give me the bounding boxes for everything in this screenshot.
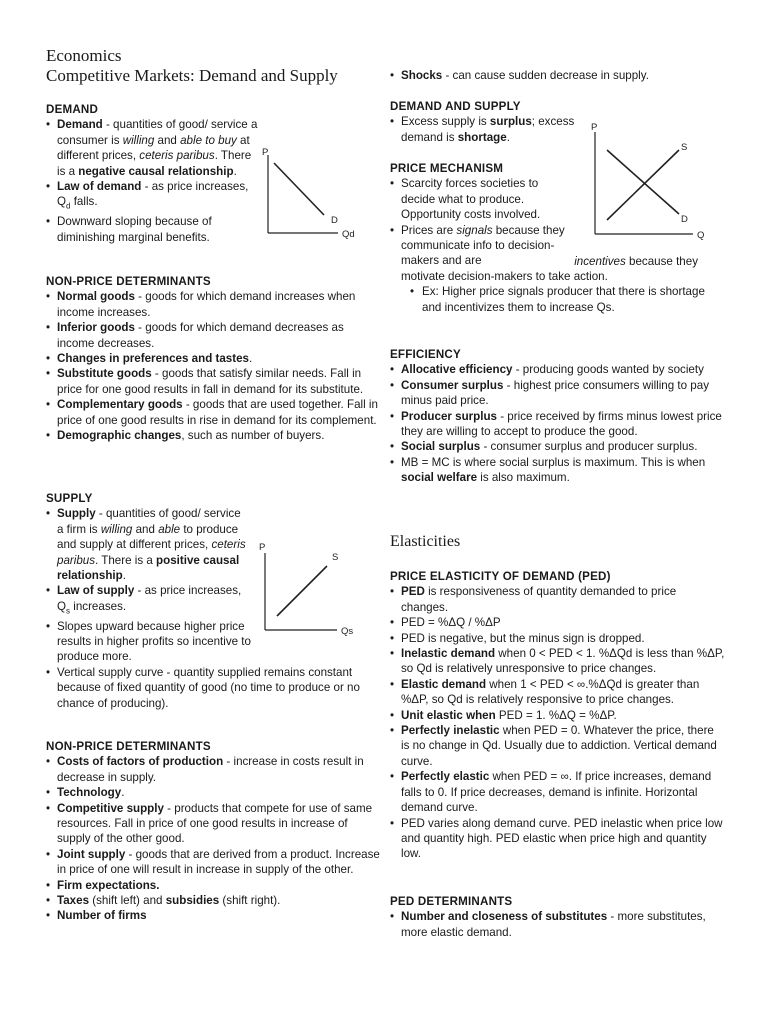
list-item: • Number of firms bbox=[46, 908, 381, 923]
q-label: Qs bbox=[341, 626, 354, 637]
list-item: • Supply - quantities of good/ service a firm is willing and able to produce and supply at different prices, ceteris paribus. There is a positive causal relationship. bbox=[46, 506, 247, 583]
list-item: • Social surplus - consumer surplus and producer surplus. bbox=[390, 439, 725, 454]
section-heading: SUPPLY bbox=[46, 492, 93, 505]
list-item: • Slopes upward because higher price results in higher profits so incentive to produce more. bbox=[46, 619, 262, 665]
list-item: • Unit elastic when PED = 1. %ΔQ = %ΔP. bbox=[390, 708, 725, 723]
supply-determinants-section bbox=[46, 739, 381, 924]
q-label: Qd bbox=[342, 229, 355, 240]
d-label: D bbox=[331, 215, 338, 226]
list-item: • Complementary goods - goods that are used together. Fall in price of one good results in rise in demand for its complement. bbox=[46, 397, 381, 428]
list-item: • Perfectly inelastic when PED = 0. Whatever the price, there is no change in Qd. Usually due to addiction. Vertical demand curve. bbox=[390, 723, 725, 769]
list-item: • PED is responsiveness of quantity demanded to price changes. bbox=[390, 584, 725, 615]
list-item: • Firm expectations. bbox=[46, 878, 381, 893]
list-item: • Normal goods - goods for which demand increases when income increases. bbox=[46, 289, 381, 320]
section-heading: NON-PRICE DETERMINANTS bbox=[46, 740, 211, 753]
supply-line bbox=[277, 566, 327, 616]
list-item: • Joint supply - goods that are derived from a product. Increase in price of one will result in increase in supply of the other. bbox=[46, 847, 381, 878]
section-heading: PED DETERMINANTS bbox=[390, 895, 513, 908]
q-label: Q bbox=[697, 230, 705, 241]
list-item: • Ex: Higher price signals producer that there is shortage and incentivizes them to increase Qs. bbox=[390, 284, 725, 315]
list-item: • Scarcity forces societies to decide what to produce. Opportunity costs involved. bbox=[390, 176, 571, 222]
section-heading: DEMAND AND SUPPLY bbox=[390, 100, 521, 113]
section-heading: PRICE MECHANISM bbox=[390, 162, 504, 175]
supply-curve-diagram bbox=[255, 538, 367, 642]
list-item: • Inelastic demand when 0 < PED < 1. %ΔQd is less than %ΔP, so Qd is relatively unresponsive to price changes. bbox=[390, 646, 725, 677]
s-label: S bbox=[681, 142, 688, 153]
section-heading: EFFICIENCY bbox=[390, 348, 461, 361]
list-item: • Allocative efficiency - producing goods wanted by society bbox=[390, 362, 725, 377]
list-item: • PED = %ΔQ / %ΔP bbox=[390, 615, 725, 630]
ped-determinants-section bbox=[390, 894, 725, 940]
document-title: Competitive Markets: Demand and Supply bbox=[46, 66, 338, 85]
list-item: • Law of demand - as price increases, $Q_d$ falls. bbox=[46, 179, 258, 214]
demand-line bbox=[274, 163, 324, 215]
list-item: • Taxes (shift left) and subsidies (shift right). bbox=[46, 893, 381, 908]
section-heading: PRICE ELASTICITY OF DEMAND (PED) bbox=[390, 570, 611, 583]
ped-section bbox=[390, 569, 725, 862]
s-label: S bbox=[332, 552, 339, 563]
list-item: • Elastic demand when 1 < PED < ∞.%ΔQd is greater than %ΔP, so Qd is relatively responsive to price changes. bbox=[390, 677, 725, 708]
elasticities-title: Elasticities bbox=[390, 533, 461, 550]
list-item: • PED is negative, but the minus sign is dropped. bbox=[390, 631, 725, 646]
list-item: • Competitive supply - products that compete for use of same resources. Fall in price of one good results in increase of supply of the other good. bbox=[46, 801, 381, 847]
list-item: • Law of supply - as price increases, $Q_s$ increases. bbox=[46, 583, 247, 618]
list-item: • Perfectly elastic when PED = ∞. If price increases, demand falls to 0. If price decreases, demand is infinite. Horizontal demand curve. bbox=[390, 769, 725, 815]
list-item: • Inferior goods - goods for which demand decreases as income decreases. bbox=[46, 320, 381, 351]
list-item: • Changes in preferences and tastes. bbox=[46, 351, 381, 366]
list-item: • Substitute goods - goods that satisfy similar needs. Fall in price for one good results in fall in demand for its substitute. bbox=[46, 366, 381, 397]
list-item: • Demographic changes, such as number of buyers. bbox=[46, 428, 381, 443]
demand-determinants-section bbox=[46, 274, 381, 443]
p-label: P bbox=[259, 542, 266, 553]
list-item: • Demand - quantities of good/ service a consumer is willing and able to buy at different prices, ceteris paribus. There is a negative causal relationship. bbox=[46, 117, 258, 179]
section-heading: DEMAND bbox=[46, 103, 99, 116]
p-label: P bbox=[591, 122, 598, 133]
list-item: • Prices are signals because they communicate info to decision-makers and are incentives because they motivate decision-makers to take action. bbox=[390, 223, 725, 285]
document-subject: Economics bbox=[46, 46, 122, 65]
p-label: P bbox=[262, 147, 269, 158]
section-heading: NON-PRICE DETERMINANTS bbox=[46, 275, 211, 288]
list-item: • Excess supply is surplus; excess demand is shortage. bbox=[390, 114, 580, 145]
list-item: • Producer surplus - price received by firms minus lowest price they are willing to accept to produce the good. bbox=[390, 409, 725, 440]
list-item: • MB = MC is where social surplus is maximum. This is when social welfare is also maximum. bbox=[390, 455, 725, 486]
efficiency-section bbox=[390, 347, 725, 486]
list-item: • Shocks - can cause sudden decrease in supply. bbox=[390, 68, 725, 83]
price-mechanism-section bbox=[390, 161, 725, 315]
list-item: • Technology. bbox=[46, 785, 381, 800]
d-label: D bbox=[681, 214, 688, 225]
demand-determinants-list bbox=[46, 289, 381, 443]
demand-supply-section bbox=[390, 99, 580, 145]
shocks-note bbox=[390, 68, 725, 83]
list-item: • Costs of factors of production - increase in costs result in decrease in supply. bbox=[46, 754, 381, 785]
list-item: • Number and closeness of substitutes - more substitutes, more elastic demand. bbox=[390, 909, 725, 940]
demand-curve-diagram bbox=[256, 143, 366, 243]
list-item: • Consumer surplus - highest price consumers willing to pay minus paid price. bbox=[390, 378, 725, 409]
demand-list bbox=[46, 117, 258, 245]
list-item: • PED varies along demand curve. PED inelastic when price low and quantity high. PED elastic when price high and quantity low. bbox=[390, 816, 725, 862]
supply-determinants-list bbox=[46, 754, 381, 923]
list-item: • Vertical supply curve - quantity supplied remains constant because of fixed quantity of good (no time to produce or no chance of producing). bbox=[46, 665, 381, 711]
list-item: • Downward sloping because of diminishing marginal benefits. bbox=[46, 214, 258, 245]
